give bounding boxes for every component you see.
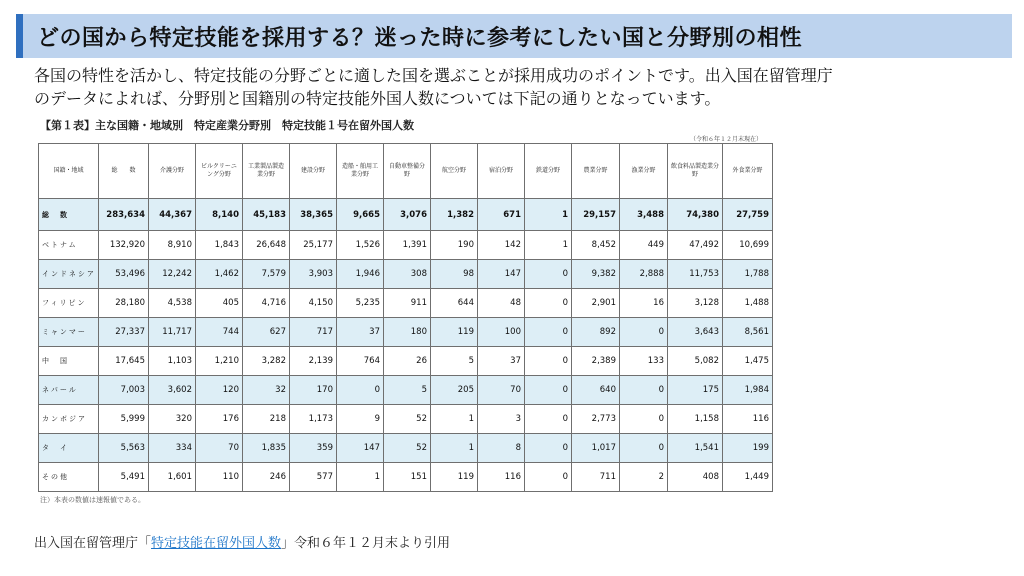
table-cell: 26,648: [243, 231, 290, 260]
table-cell: 151: [384, 463, 431, 492]
table-cell: 911: [384, 289, 431, 318]
stats-table: [38, 143, 773, 492]
column-header: 鉄道分野: [525, 144, 572, 199]
table-cell: 4,150: [290, 289, 337, 318]
table-cell: 45,183: [243, 199, 290, 231]
intro-line: 各国の特性を活かし、特定技能の分野ごとに適した国を選ぶことが採用成功のポイントです。出入国在留管理庁: [34, 66, 833, 85]
table-cell: 25,177: [290, 231, 337, 260]
table-cell: 1,391: [384, 231, 431, 260]
table-cell: 627: [243, 318, 290, 347]
table-cell: 1,103: [149, 347, 196, 376]
column-header: 造船・舶用工業分野: [337, 144, 384, 199]
table-cell: 3,282: [243, 347, 290, 376]
table-cell: 37: [478, 347, 525, 376]
table-cell: 38,365: [290, 199, 337, 231]
table-cell: 37: [337, 318, 384, 347]
table-date: （令和６年１２月末現在）: [689, 136, 762, 143]
table-cell: 8,561: [723, 318, 773, 347]
column-header: ビルクリーニング分野: [196, 144, 243, 199]
table-cell: 47,492: [668, 231, 723, 260]
table-row: [39, 289, 773, 318]
table-row: [39, 231, 773, 260]
table-cell: 28,180: [99, 289, 149, 318]
table-header-row: [39, 144, 773, 199]
table-cell: 8,140: [196, 199, 243, 231]
column-header: 介護分野: [149, 144, 196, 199]
table-cell: 132,920: [99, 231, 149, 260]
table-row: [39, 463, 773, 492]
table-cell: 1: [431, 434, 478, 463]
row-label: ベトナム: [39, 231, 99, 260]
source-link[interactable]: 特定技能在留外国人数: [151, 536, 282, 551]
table-cell: 0: [620, 318, 668, 347]
table-cell: 32: [243, 376, 290, 405]
table-cell: 116: [478, 463, 525, 492]
table-cell: 0: [620, 376, 668, 405]
table-cell: 1: [525, 231, 572, 260]
table-cell: 44,367: [149, 199, 196, 231]
table-cell: 116: [723, 405, 773, 434]
column-header: 航空分野: [431, 144, 478, 199]
table-cell: 170: [290, 376, 337, 405]
table-cell: 11,753: [668, 260, 723, 289]
column-header: 工業製品製造業分野: [243, 144, 290, 199]
table-cell: 10,699: [723, 231, 773, 260]
table-cell: 671: [478, 199, 525, 231]
table-cell: 1,526: [337, 231, 384, 260]
table-cell: 120: [196, 376, 243, 405]
table-cell: 744: [196, 318, 243, 347]
table-cell: 0: [525, 260, 572, 289]
table-cell: 8,452: [572, 231, 620, 260]
source-citation: [34, 532, 450, 551]
table-cell: 27,759: [723, 199, 773, 231]
table-cell: 8: [478, 434, 525, 463]
row-label: 総 数: [39, 199, 99, 231]
table-cell: 17,645: [99, 347, 149, 376]
table-cell: 5: [384, 376, 431, 405]
table-cell: 1,158: [668, 405, 723, 434]
table-cell: 0: [525, 347, 572, 376]
table-cell: 1,210: [196, 347, 243, 376]
column-header: 漁業分野: [620, 144, 668, 199]
table-cell: 27,337: [99, 318, 149, 347]
table-cell: 3,643: [668, 318, 723, 347]
table-cell: 577: [290, 463, 337, 492]
table-cell: 3,903: [290, 260, 337, 289]
table-row: [39, 434, 773, 463]
table-cell: 0: [620, 405, 668, 434]
table-cell: 218: [243, 405, 290, 434]
table-cell: 16: [620, 289, 668, 318]
source-suffix: 」令和６年１２月末より引用: [281, 536, 451, 551]
table-cell: 764: [337, 347, 384, 376]
table-note: 注）本表の数値は速報値である。: [40, 496, 145, 504]
table-cell: 0: [525, 405, 572, 434]
table-cell: 5: [431, 347, 478, 376]
table-cell: 2,888: [620, 260, 668, 289]
table-cell: 405: [196, 289, 243, 318]
table-cell: 408: [668, 463, 723, 492]
table-cell: 359: [290, 434, 337, 463]
table-cell: 892: [572, 318, 620, 347]
table-cell: 4,538: [149, 289, 196, 318]
table-cell: 1: [431, 405, 478, 434]
table-cell: 1,382: [431, 199, 478, 231]
table-cell: 9,382: [572, 260, 620, 289]
table-cell: 0: [525, 289, 572, 318]
row-label: インドネシア: [39, 260, 99, 289]
table-cell: 7,003: [99, 376, 149, 405]
table-cell: 9,665: [337, 199, 384, 231]
table-cell: 717: [290, 318, 337, 347]
table-cell: 3,128: [668, 289, 723, 318]
table-cell: 52: [384, 434, 431, 463]
table-cell: 0: [525, 434, 572, 463]
column-header: 飲食料品製造業分野: [668, 144, 723, 199]
table-cell: 1,601: [149, 463, 196, 492]
table-cell: 190: [431, 231, 478, 260]
table-cell: 147: [478, 260, 525, 289]
table-cell: 110: [196, 463, 243, 492]
table-cell: 320: [149, 405, 196, 434]
table-cell: 1,173: [290, 405, 337, 434]
table-cell: 283,634: [99, 199, 149, 231]
table-title: 【第１表】主な国籍・地域別 特定産業分野別 特定技能１号在留外国人数: [40, 119, 414, 132]
column-header: 自動車整備分野: [384, 144, 431, 199]
table-cell: 0: [337, 376, 384, 405]
row-label: その他: [39, 463, 99, 492]
table-cell: 4,716: [243, 289, 290, 318]
table-cell: 2,773: [572, 405, 620, 434]
row-label: フィリピン: [39, 289, 99, 318]
table-cell: 26: [384, 347, 431, 376]
table-cell: 147: [337, 434, 384, 463]
table-cell: 2,901: [572, 289, 620, 318]
table-cell: 1,449: [723, 463, 773, 492]
table-cell: 3,488: [620, 199, 668, 231]
table-cell: 2,389: [572, 347, 620, 376]
column-header: 外食業分野: [723, 144, 773, 199]
table-cell: 711: [572, 463, 620, 492]
table-cell: 11,717: [149, 318, 196, 347]
table-cell: 176: [196, 405, 243, 434]
table-row: [39, 260, 773, 289]
table-row: [39, 199, 773, 231]
row-label: ネパール: [39, 376, 99, 405]
row-label: タ イ: [39, 434, 99, 463]
table-cell: 1,843: [196, 231, 243, 260]
table-cell: 1,488: [723, 289, 773, 318]
table-cell: 308: [384, 260, 431, 289]
page-title: どの国から特定技能を採用する？迷った時に参考にしたい国と分野別の相性: [37, 26, 803, 51]
table-cell: 334: [149, 434, 196, 463]
table-cell: 70: [478, 376, 525, 405]
intro-text: [34, 64, 1010, 110]
table-cell: 29,157: [572, 199, 620, 231]
table-cell: 5,999: [99, 405, 149, 434]
table-cell: 1: [525, 199, 572, 231]
table-cell: 48: [478, 289, 525, 318]
table-cell: 52: [384, 405, 431, 434]
table-cell: 74,380: [668, 199, 723, 231]
intro-line: のデータによれば、分野別と国籍別の特定技能外国人数については下記の通りとなっています。: [34, 89, 721, 108]
table-row: [39, 347, 773, 376]
table-cell: 98: [431, 260, 478, 289]
table-cell: 3,602: [149, 376, 196, 405]
title-bar: [16, 14, 1012, 58]
table-cell: 119: [431, 463, 478, 492]
table-cell: 644: [431, 289, 478, 318]
table-cell: 0: [525, 376, 572, 405]
table-cell: 1,788: [723, 260, 773, 289]
table-cell: 3,076: [384, 199, 431, 231]
table-cell: 1,946: [337, 260, 384, 289]
column-header: 宿泊分野: [478, 144, 525, 199]
table-row: [39, 376, 773, 405]
table-cell: 5,491: [99, 463, 149, 492]
table-cell: 5,563: [99, 434, 149, 463]
table-cell: 1,835: [243, 434, 290, 463]
table-cell: 246: [243, 463, 290, 492]
column-header: 国籍・地域: [39, 144, 99, 199]
table-cell: 2: [620, 463, 668, 492]
table-cell: 133: [620, 347, 668, 376]
table-cell: 1,017: [572, 434, 620, 463]
table-cell: 5,235: [337, 289, 384, 318]
table-row: [39, 405, 773, 434]
table-cell: 199: [723, 434, 773, 463]
table-cell: 1,984: [723, 376, 773, 405]
stats-table-image: [34, 116, 774, 516]
column-header: 農業分野: [572, 144, 620, 199]
table-cell: 1,541: [668, 434, 723, 463]
table-cell: 449: [620, 231, 668, 260]
table-cell: 0: [620, 434, 668, 463]
table-cell: 12,242: [149, 260, 196, 289]
table-cell: 8,910: [149, 231, 196, 260]
table-cell: 1: [337, 463, 384, 492]
row-label: カンボジア: [39, 405, 99, 434]
table-cell: 7,579: [243, 260, 290, 289]
table-cell: 5,082: [668, 347, 723, 376]
table-cell: 100: [478, 318, 525, 347]
table-cell: 53,496: [99, 260, 149, 289]
table-cell: 9: [337, 405, 384, 434]
row-label: 中 国: [39, 347, 99, 376]
column-header: 総 数: [99, 144, 149, 199]
table-cell: 0: [525, 318, 572, 347]
row-label: ミャンマー: [39, 318, 99, 347]
column-header: 建設分野: [290, 144, 337, 199]
table-cell: 119: [431, 318, 478, 347]
table-cell: 205: [431, 376, 478, 405]
table-cell: 175: [668, 376, 723, 405]
table-cell: 70: [196, 434, 243, 463]
table-cell: 3: [478, 405, 525, 434]
table-cell: 1,462: [196, 260, 243, 289]
table-cell: 0: [525, 463, 572, 492]
table-cell: 180: [384, 318, 431, 347]
source-prefix: 出入国在留管理庁「: [34, 536, 152, 551]
table-cell: 640: [572, 376, 620, 405]
table-cell: 1,475: [723, 347, 773, 376]
table-cell: 2,139: [290, 347, 337, 376]
table-row: [39, 318, 773, 347]
table-cell: 142: [478, 231, 525, 260]
